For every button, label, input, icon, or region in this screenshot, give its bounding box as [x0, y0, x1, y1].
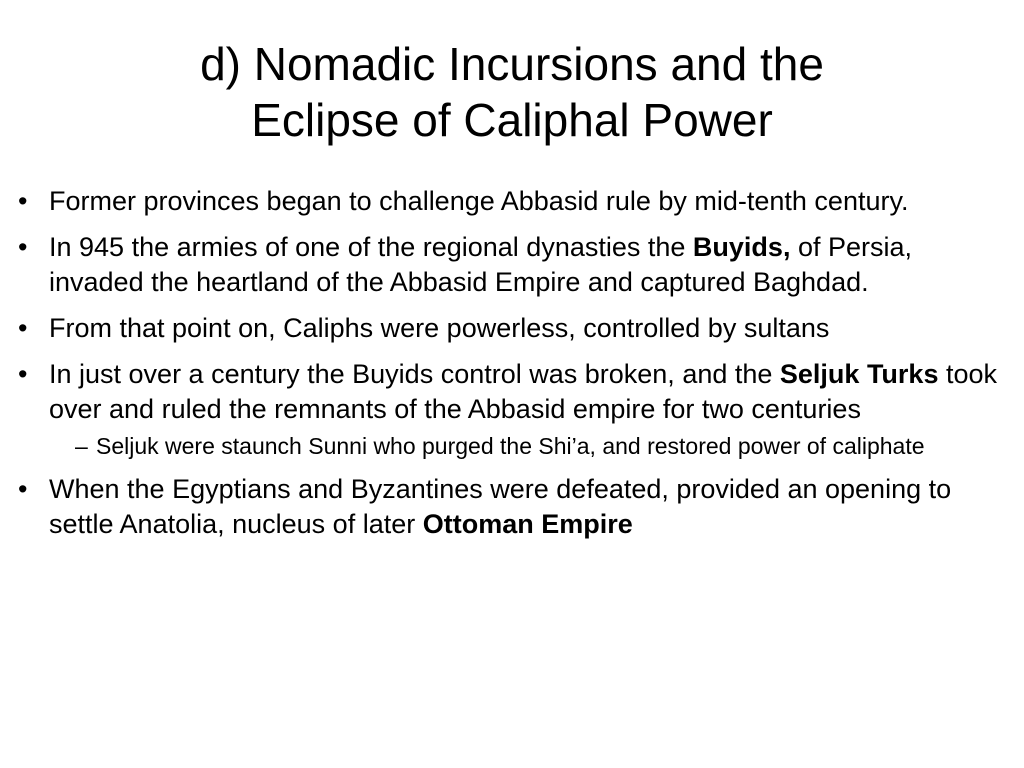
slide-title [40, 36, 984, 148]
bullet-marker: • [18, 313, 28, 343]
bullet-item [14, 230, 1014, 300]
sub-bullet-list [49, 431, 1014, 461]
bullet-text-pre: When the Egyptians and Byzantines were defeated, provided an opening to settle Anatolia, nucleus of later [49, 474, 952, 539]
bullet-marker: • [18, 232, 28, 262]
bullet-item [14, 357, 1014, 461]
sub-bullet-item [49, 431, 1014, 461]
bullet-marker: • [18, 186, 28, 216]
bullet-marker: • [18, 359, 28, 389]
sub-bullet-text: Seljuk were staunch Sunni who purged the Shi’a, and restored power of caliphate [96, 433, 925, 459]
slide-title-line-2: Eclipse of Caliphal Power [251, 94, 773, 146]
bullet-item [14, 311, 1014, 346]
slide-title-line-1: d) Nomadic Incursions and the [200, 38, 824, 90]
bullet-text-bold: Ottoman Empire [422, 509, 633, 539]
bullet-text-bold: Buyids, [692, 232, 791, 262]
bullet-text: Former provinces began to challenge Abbasid rule by mid-tenth century. [49, 186, 909, 216]
bullet-marker: • [18, 474, 28, 504]
bullet-text-post: of Persia, invaded the heartland of the Abbasid Empire and captured Baghdad. [49, 232, 913, 297]
bullet-text-pre: In just over a century the Buyids control was broken, and the [49, 359, 780, 389]
bullet-text-post: took over and ruled the remnants of the Abbasid empire for two centuries [49, 359, 998, 424]
sub-bullet-marker: – [75, 433, 88, 459]
bullet-text-bold: Seljuk Turks [779, 359, 939, 389]
bullet-list [14, 184, 1014, 553]
bullet-item [14, 472, 1014, 542]
bullet-item [14, 184, 1014, 219]
bullet-text: From that point on, Caliphs were powerless, controlled by sultans [49, 313, 830, 343]
bullet-text-pre: In 945 the armies of one of the regional dynasties the [49, 232, 693, 262]
